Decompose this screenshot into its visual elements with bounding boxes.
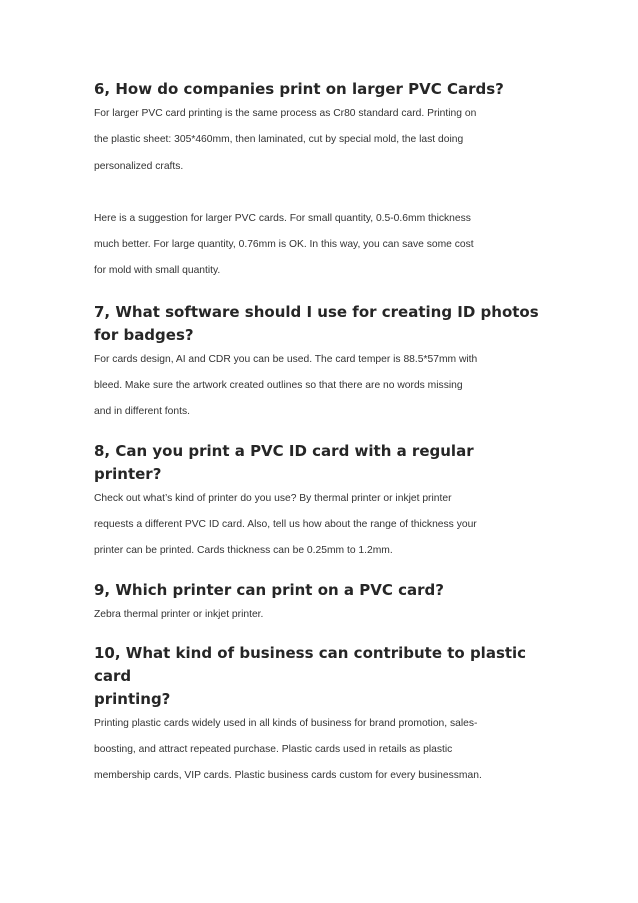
document-page (94, 78, 546, 790)
faq-paragraph (94, 711, 546, 790)
heading-line: for badges? (94, 325, 194, 344)
faq-heading-8: 8, Can you print a PVC ID card with a regular printer? (94, 441, 474, 483)
paragraph-line: and in different fonts. (94, 406, 190, 418)
paragraph-line: personalized crafts. (94, 160, 184, 172)
faq-paragraph (94, 602, 546, 628)
paragraph-line: Check out what’s kind of printer do you use? By thermal printer or inkjet printer (94, 492, 452, 504)
heading-line: printing? (94, 689, 171, 708)
paragraph-line: the plastic sheet: 305*460mm, then laminated, cut by special mold, the last doing (94, 134, 464, 146)
paragraph-line: Printing plastic cards widely used in all kinds of business for brand promotion, sales- (94, 717, 478, 729)
faq-paragraph (94, 101, 546, 180)
paragraph-line: For larger PVC card printing is the same process as Cr80 standard card. Printing on (94, 108, 477, 119)
paragraph-line: bleed. Make sure the artwork created outlines so that there are no words missing (94, 380, 463, 392)
heading-line: 10, What kind of business can contribute to plastic card (94, 643, 527, 685)
faq-section-10 (94, 642, 546, 790)
paragraph-line: requests a different PVC ID card. Also, tell us how about the range of thickness your (94, 518, 477, 530)
faq-heading-9: 9, Which printer can print on a PVC card? (94, 580, 444, 599)
faq-section-6 (94, 78, 546, 285)
paragraph-line: membership cards, VIP cards. Plastic business cards custom for every businessman. (94, 770, 482, 782)
faq-paragraph (94, 206, 546, 285)
faq-paragraph (94, 486, 546, 565)
heading-line: 7, What software should I use for creating ID photos (94, 302, 539, 321)
paragraph-line: Here is a suggestion for larger PVC cards. For small quantity, 0.5-0.6mm thickness (94, 212, 471, 224)
paragraph-line: For cards design, AI and CDR you can be used. The card temper is 88.5*57mm with (94, 353, 478, 365)
faq-section-7 (94, 301, 546, 426)
paragraph-line: for mold with small quantity. (94, 265, 221, 277)
faq-heading-6: 6, How do companies print on larger PVC Cards? (94, 80, 504, 98)
faq-section-8 (94, 440, 546, 565)
faq-section-9 (94, 579, 546, 628)
faq-paragraph (94, 347, 546, 426)
paragraph-line: Zebra thermal printer or inkjet printer. (94, 608, 264, 620)
paragraph-line: boosting, and attract repeated purchase. Plastic cards used in retails as plastic (94, 744, 453, 756)
paragraph-line: printer can be printed. Cards thickness can be 0.25mm to 1.2mm. (94, 545, 393, 557)
paragraph-line: much better. For large quantity, 0.76mm is OK. In this way, you can save some cost (94, 239, 474, 251)
faq-heading-10 (94, 642, 546, 711)
faq-heading-7 (94, 301, 546, 347)
